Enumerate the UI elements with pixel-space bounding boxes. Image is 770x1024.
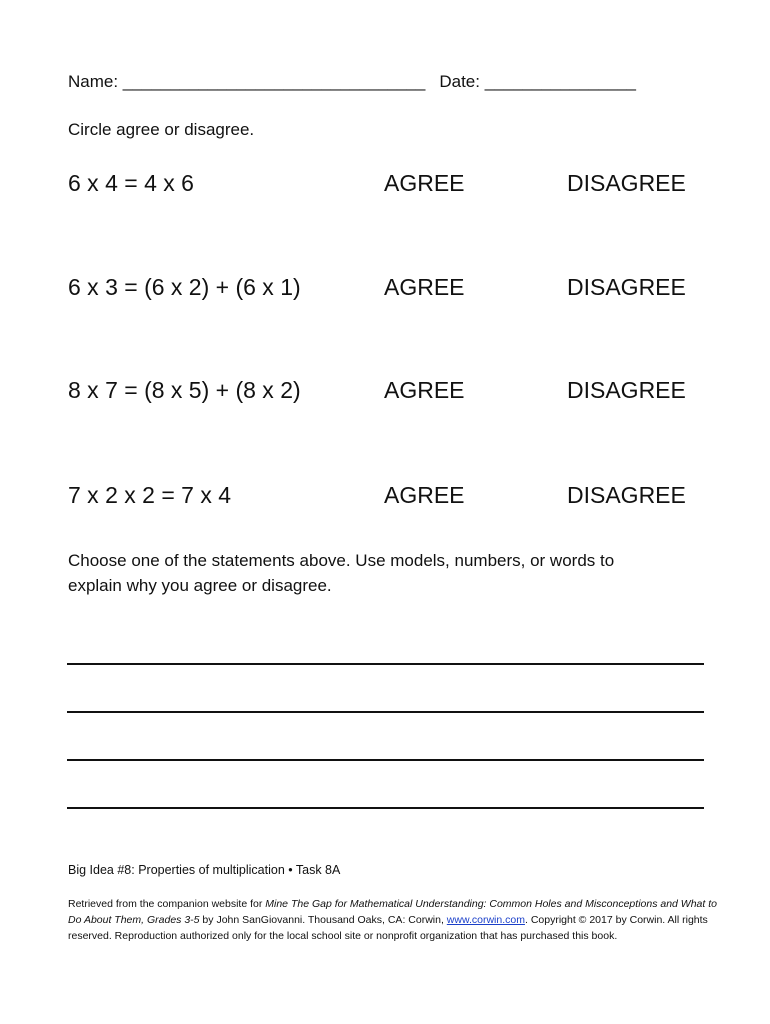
footer-title: Big Idea #8: Properties of multiplication • Task 8A [68,863,341,877]
answer-line[interactable] [67,807,704,809]
citation-pre: Retrieved from the companion website for [68,898,266,910]
citation-post: . Copyright © 2017 by Corwin. All rights reserved. Reproduction authorized only for the local school site or nonprofit organization that has purchased this book. [68,914,708,942]
date-field[interactable]: Date: ________________ [439,72,636,91]
statement-text: 6 x 4 = 4 x 6 [68,170,194,196]
explain-prompt [68,548,708,598]
agree-option[interactable]: AGREE [384,274,465,300]
header-line [68,72,636,92]
disagree-option[interactable]: DISAGREE [567,482,686,508]
prompt-line: Choose one of the statements above. Use models, numbers, or words to [68,551,615,570]
citation-mid: by John SanGiovanni. Thousand Oaks, CA: Corwin, [199,914,447,926]
name-field[interactable]: Name: ________________________________ [68,72,426,91]
statement-text: 7 x 2 x 2 = 7 x 4 [68,482,232,508]
statement-row [0,170,770,200]
statement-row [0,482,770,512]
statement-row [0,377,770,407]
disagree-option[interactable]: DISAGREE [567,170,686,196]
statement-text: 6 x 3 = (6 x 2) + (6 x 1) [68,274,301,300]
disagree-option[interactable]: DISAGREE [567,377,686,403]
agree-option[interactable]: AGREE [384,377,465,403]
answer-line[interactable] [67,711,704,713]
agree-option[interactable]: AGREE [384,170,465,196]
answer-line[interactable] [67,759,704,761]
prompt-line: explain why you agree or disagree. [68,576,332,595]
statement-row [0,274,770,304]
instruction-text: Circle agree or disagree. [68,120,255,139]
answer-line[interactable] [67,663,704,665]
statement-text: 8 x 7 = (8 x 5) + (8 x 2) [68,377,301,403]
agree-option[interactable]: AGREE [384,482,465,508]
book-title: Mine The Gap for Mathematical Understanding: Common Holes and Misconceptions and What to Do About Them, Grades 3-5 [68,898,717,926]
disagree-option[interactable]: DISAGREE [567,274,686,300]
citation-text [68,896,718,944]
corwin-link[interactable]: www.corwin.com [446,914,525,926]
